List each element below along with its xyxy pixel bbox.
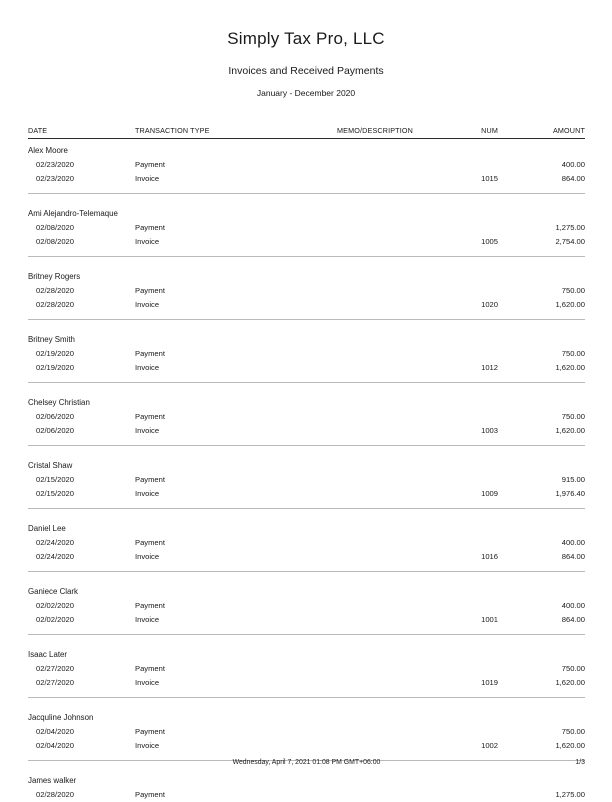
cell-memo-description [300, 739, 450, 753]
table-body [28, 139, 585, 802]
group-spacer [28, 698, 585, 712]
footer-timestamp: Wednesday, April 7, 2021 01:08 PM GMT+06:00 [28, 757, 585, 769]
table-row[interactable] [28, 599, 585, 613]
cell-transaction-type: Payment [135, 536, 300, 550]
cell-memo-description [300, 158, 450, 172]
group-separator [28, 690, 585, 698]
table-header [28, 126, 585, 139]
cell-memo-description [300, 361, 450, 375]
cell-transaction-type: Invoice [135, 424, 300, 438]
customer-group-header [28, 145, 585, 158]
customer-name: Ami Alejandro-Telemaque [28, 208, 585, 221]
customer-group-header [28, 649, 585, 662]
cell-memo-description [300, 410, 450, 424]
cell-transaction-type: Invoice [135, 361, 300, 375]
group-spacer [28, 257, 585, 271]
table-row[interactable] [28, 788, 585, 802]
cell-num [450, 536, 506, 550]
cell-transaction-type: Payment [135, 221, 300, 235]
column-header-amount: AMOUNT [506, 126, 585, 139]
column-header-memo-description: MEMO/DESCRIPTION [300, 126, 450, 139]
cell-date: 02/08/2020 [28, 235, 135, 249]
cell-num: 1001 [450, 613, 506, 627]
group-separator [28, 312, 585, 320]
table-row[interactable] [28, 662, 585, 676]
separator-line [28, 249, 585, 257]
table-row[interactable] [28, 221, 585, 235]
customer-name: Daniel Lee [28, 523, 585, 536]
cell-amount: 915.00 [506, 473, 585, 487]
cell-amount: 400.00 [506, 158, 585, 172]
table-row[interactable] [28, 284, 585, 298]
cell-transaction-type: Invoice [135, 298, 300, 312]
cell-transaction-type: Invoice [135, 487, 300, 501]
group-spacer [28, 194, 585, 208]
cell-memo-description [300, 676, 450, 690]
cell-memo-description [300, 284, 450, 298]
cell-transaction-type: Invoice [135, 235, 300, 249]
cell-memo-description [300, 298, 450, 312]
cell-memo-description [300, 536, 450, 550]
cell-date: 02/19/2020 [28, 347, 135, 361]
cell-amount: 1,275.00 [506, 221, 585, 235]
column-header-num: NUM [450, 126, 506, 139]
table-row[interactable] [28, 676, 585, 690]
group-separator [28, 186, 585, 194]
group-spacer [28, 446, 585, 460]
cell-memo-description [300, 172, 450, 186]
cell-date: 02/27/2020 [28, 676, 135, 690]
separator-line [28, 627, 585, 635]
cell-amount: 750.00 [506, 347, 585, 361]
cell-num: 1003 [450, 424, 506, 438]
cell-amount: 1,620.00 [506, 676, 585, 690]
cell-num: 1005 [450, 235, 506, 249]
cell-num [450, 662, 506, 676]
table-row[interactable] [28, 725, 585, 739]
group-separator [28, 375, 585, 383]
cell-memo-description [300, 725, 450, 739]
cell-num: 1016 [450, 550, 506, 564]
cell-date: 02/24/2020 [28, 536, 135, 550]
group-separator [28, 564, 585, 572]
cell-num [450, 725, 506, 739]
cell-transaction-type: Payment [135, 410, 300, 424]
cell-date: 02/19/2020 [28, 361, 135, 375]
cell-date: 02/28/2020 [28, 788, 135, 802]
group-spacer [28, 320, 585, 334]
cell-amount: 1,976.40 [506, 487, 585, 501]
table-row[interactable] [28, 424, 585, 438]
customer-name: Alex Moore [28, 145, 585, 158]
cell-memo-description [300, 550, 450, 564]
cell-date: 02/28/2020 [28, 298, 135, 312]
cell-transaction-type: Invoice [135, 676, 300, 690]
cell-amount: 400.00 [506, 599, 585, 613]
customer-name: Cristal Shaw [28, 460, 585, 473]
cell-transaction-type: Payment [135, 473, 300, 487]
cell-num: 1012 [450, 361, 506, 375]
table-row[interactable] [28, 172, 585, 186]
cell-date: 02/02/2020 [28, 613, 135, 627]
customer-name: James walker [28, 775, 585, 788]
cell-date: 02/04/2020 [28, 739, 135, 753]
cell-memo-description [300, 662, 450, 676]
cell-num [450, 788, 506, 802]
group-separator [28, 501, 585, 509]
customer-group-header [28, 775, 585, 788]
customer-group-header [28, 712, 585, 725]
cell-num [450, 347, 506, 361]
table-header-row [28, 126, 585, 139]
customer-group-header [28, 460, 585, 473]
cell-amount: 1,275.00 [506, 788, 585, 802]
cell-transaction-type: Invoice [135, 739, 300, 753]
company-name: Simply Tax Pro, LLC [0, 28, 612, 50]
customer-name: Ganiece Clark [28, 586, 585, 599]
cell-num [450, 473, 506, 487]
cell-memo-description [300, 788, 450, 802]
customer-group-header [28, 334, 585, 347]
separator-line [28, 186, 585, 194]
cell-date: 02/23/2020 [28, 158, 135, 172]
separator-line [28, 375, 585, 383]
cell-num: 1019 [450, 676, 506, 690]
cell-memo-description [300, 424, 450, 438]
report-period: January - December 2020 [0, 78, 612, 99]
customer-name: Isaac Later [28, 649, 585, 662]
cell-transaction-type: Payment [135, 347, 300, 361]
group-spacer [28, 383, 585, 397]
cell-amount: 864.00 [506, 172, 585, 186]
cell-amount: 750.00 [506, 284, 585, 298]
table-row[interactable] [28, 347, 585, 361]
separator-line [28, 501, 585, 509]
cell-transaction-type: Payment [135, 599, 300, 613]
cell-amount: 750.00 [506, 725, 585, 739]
cell-memo-description [300, 599, 450, 613]
cell-amount: 2,754.00 [506, 235, 585, 249]
cell-amount: 864.00 [506, 613, 585, 627]
table-row[interactable] [28, 158, 585, 172]
cell-transaction-type: Payment [135, 662, 300, 676]
cell-date: 02/06/2020 [28, 424, 135, 438]
cell-memo-description [300, 221, 450, 235]
customer-name: Chelsey Christian [28, 397, 585, 410]
table-row[interactable] [28, 473, 585, 487]
table-row[interactable] [28, 613, 585, 627]
cell-amount: 750.00 [506, 662, 585, 676]
customer-name: Jacquline Johnson [28, 712, 585, 725]
cell-transaction-type: Invoice [135, 613, 300, 627]
cell-date: 02/06/2020 [28, 410, 135, 424]
cell-num: 1015 [450, 172, 506, 186]
separator-line [28, 312, 585, 320]
group-separator [28, 438, 585, 446]
cell-amount: 750.00 [506, 410, 585, 424]
customer-group-header [28, 523, 585, 536]
group-spacer [28, 572, 585, 586]
cell-date: 02/28/2020 [28, 284, 135, 298]
cell-num [450, 599, 506, 613]
group-separator [28, 249, 585, 257]
cell-num: 1009 [450, 487, 506, 501]
cell-date: 02/24/2020 [28, 550, 135, 564]
report-title: Invoices and Received Payments [0, 50, 612, 78]
group-separator [28, 627, 585, 635]
cell-memo-description [300, 473, 450, 487]
cell-num [450, 410, 506, 424]
table-row[interactable] [28, 361, 585, 375]
cell-memo-description [300, 235, 450, 249]
cell-date: 02/15/2020 [28, 487, 135, 501]
cell-memo-description [300, 613, 450, 627]
cell-num [450, 158, 506, 172]
cell-date: 02/08/2020 [28, 221, 135, 235]
table-row[interactable] [28, 235, 585, 249]
footer-page-number: 1/3 [575, 757, 585, 769]
cell-amount: 1,620.00 [506, 298, 585, 312]
cell-transaction-type: Invoice [135, 172, 300, 186]
cell-date: 02/02/2020 [28, 599, 135, 613]
cell-amount: 1,620.00 [506, 424, 585, 438]
report-table-container [28, 99, 585, 802]
cell-date: 02/15/2020 [28, 473, 135, 487]
table-row[interactable] [28, 298, 585, 312]
cell-amount: 864.00 [506, 550, 585, 564]
cell-amount: 400.00 [506, 536, 585, 550]
customer-group-header [28, 586, 585, 599]
table-row[interactable] [28, 739, 585, 753]
cell-transaction-type: Payment [135, 158, 300, 172]
table-row[interactable] [28, 487, 585, 501]
group-spacer [28, 509, 585, 523]
customer-group-header [28, 208, 585, 221]
transactions-table [28, 126, 585, 802]
customer-group-header [28, 271, 585, 284]
report-footer [28, 757, 585, 769]
customer-group-header [28, 397, 585, 410]
group-spacer [28, 635, 585, 649]
cell-num: 1020 [450, 298, 506, 312]
separator-line [28, 564, 585, 572]
report-header [0, 0, 612, 99]
cell-transaction-type: Payment [135, 725, 300, 739]
cell-transaction-type: Payment [135, 788, 300, 802]
table-row[interactable] [28, 550, 585, 564]
separator-line [28, 438, 585, 446]
cell-transaction-type: Invoice [135, 550, 300, 564]
customer-name: Britney Smith [28, 334, 585, 347]
column-header-date: DATE [28, 126, 135, 139]
table-row[interactable] [28, 536, 585, 550]
separator-line [28, 690, 585, 698]
cell-amount: 1,620.00 [506, 361, 585, 375]
cell-date: 02/04/2020 [28, 725, 135, 739]
column-header-transaction-type: TRANSACTION TYPE [135, 126, 300, 139]
table-row[interactable] [28, 410, 585, 424]
cell-num [450, 221, 506, 235]
cell-memo-description [300, 487, 450, 501]
cell-transaction-type: Payment [135, 284, 300, 298]
cell-num [450, 284, 506, 298]
cell-memo-description [300, 347, 450, 361]
cell-date: 02/27/2020 [28, 662, 135, 676]
cell-num: 1002 [450, 739, 506, 753]
cell-date: 02/23/2020 [28, 172, 135, 186]
cell-amount: 1,620.00 [506, 739, 585, 753]
customer-name: Britney Rogers [28, 271, 585, 284]
